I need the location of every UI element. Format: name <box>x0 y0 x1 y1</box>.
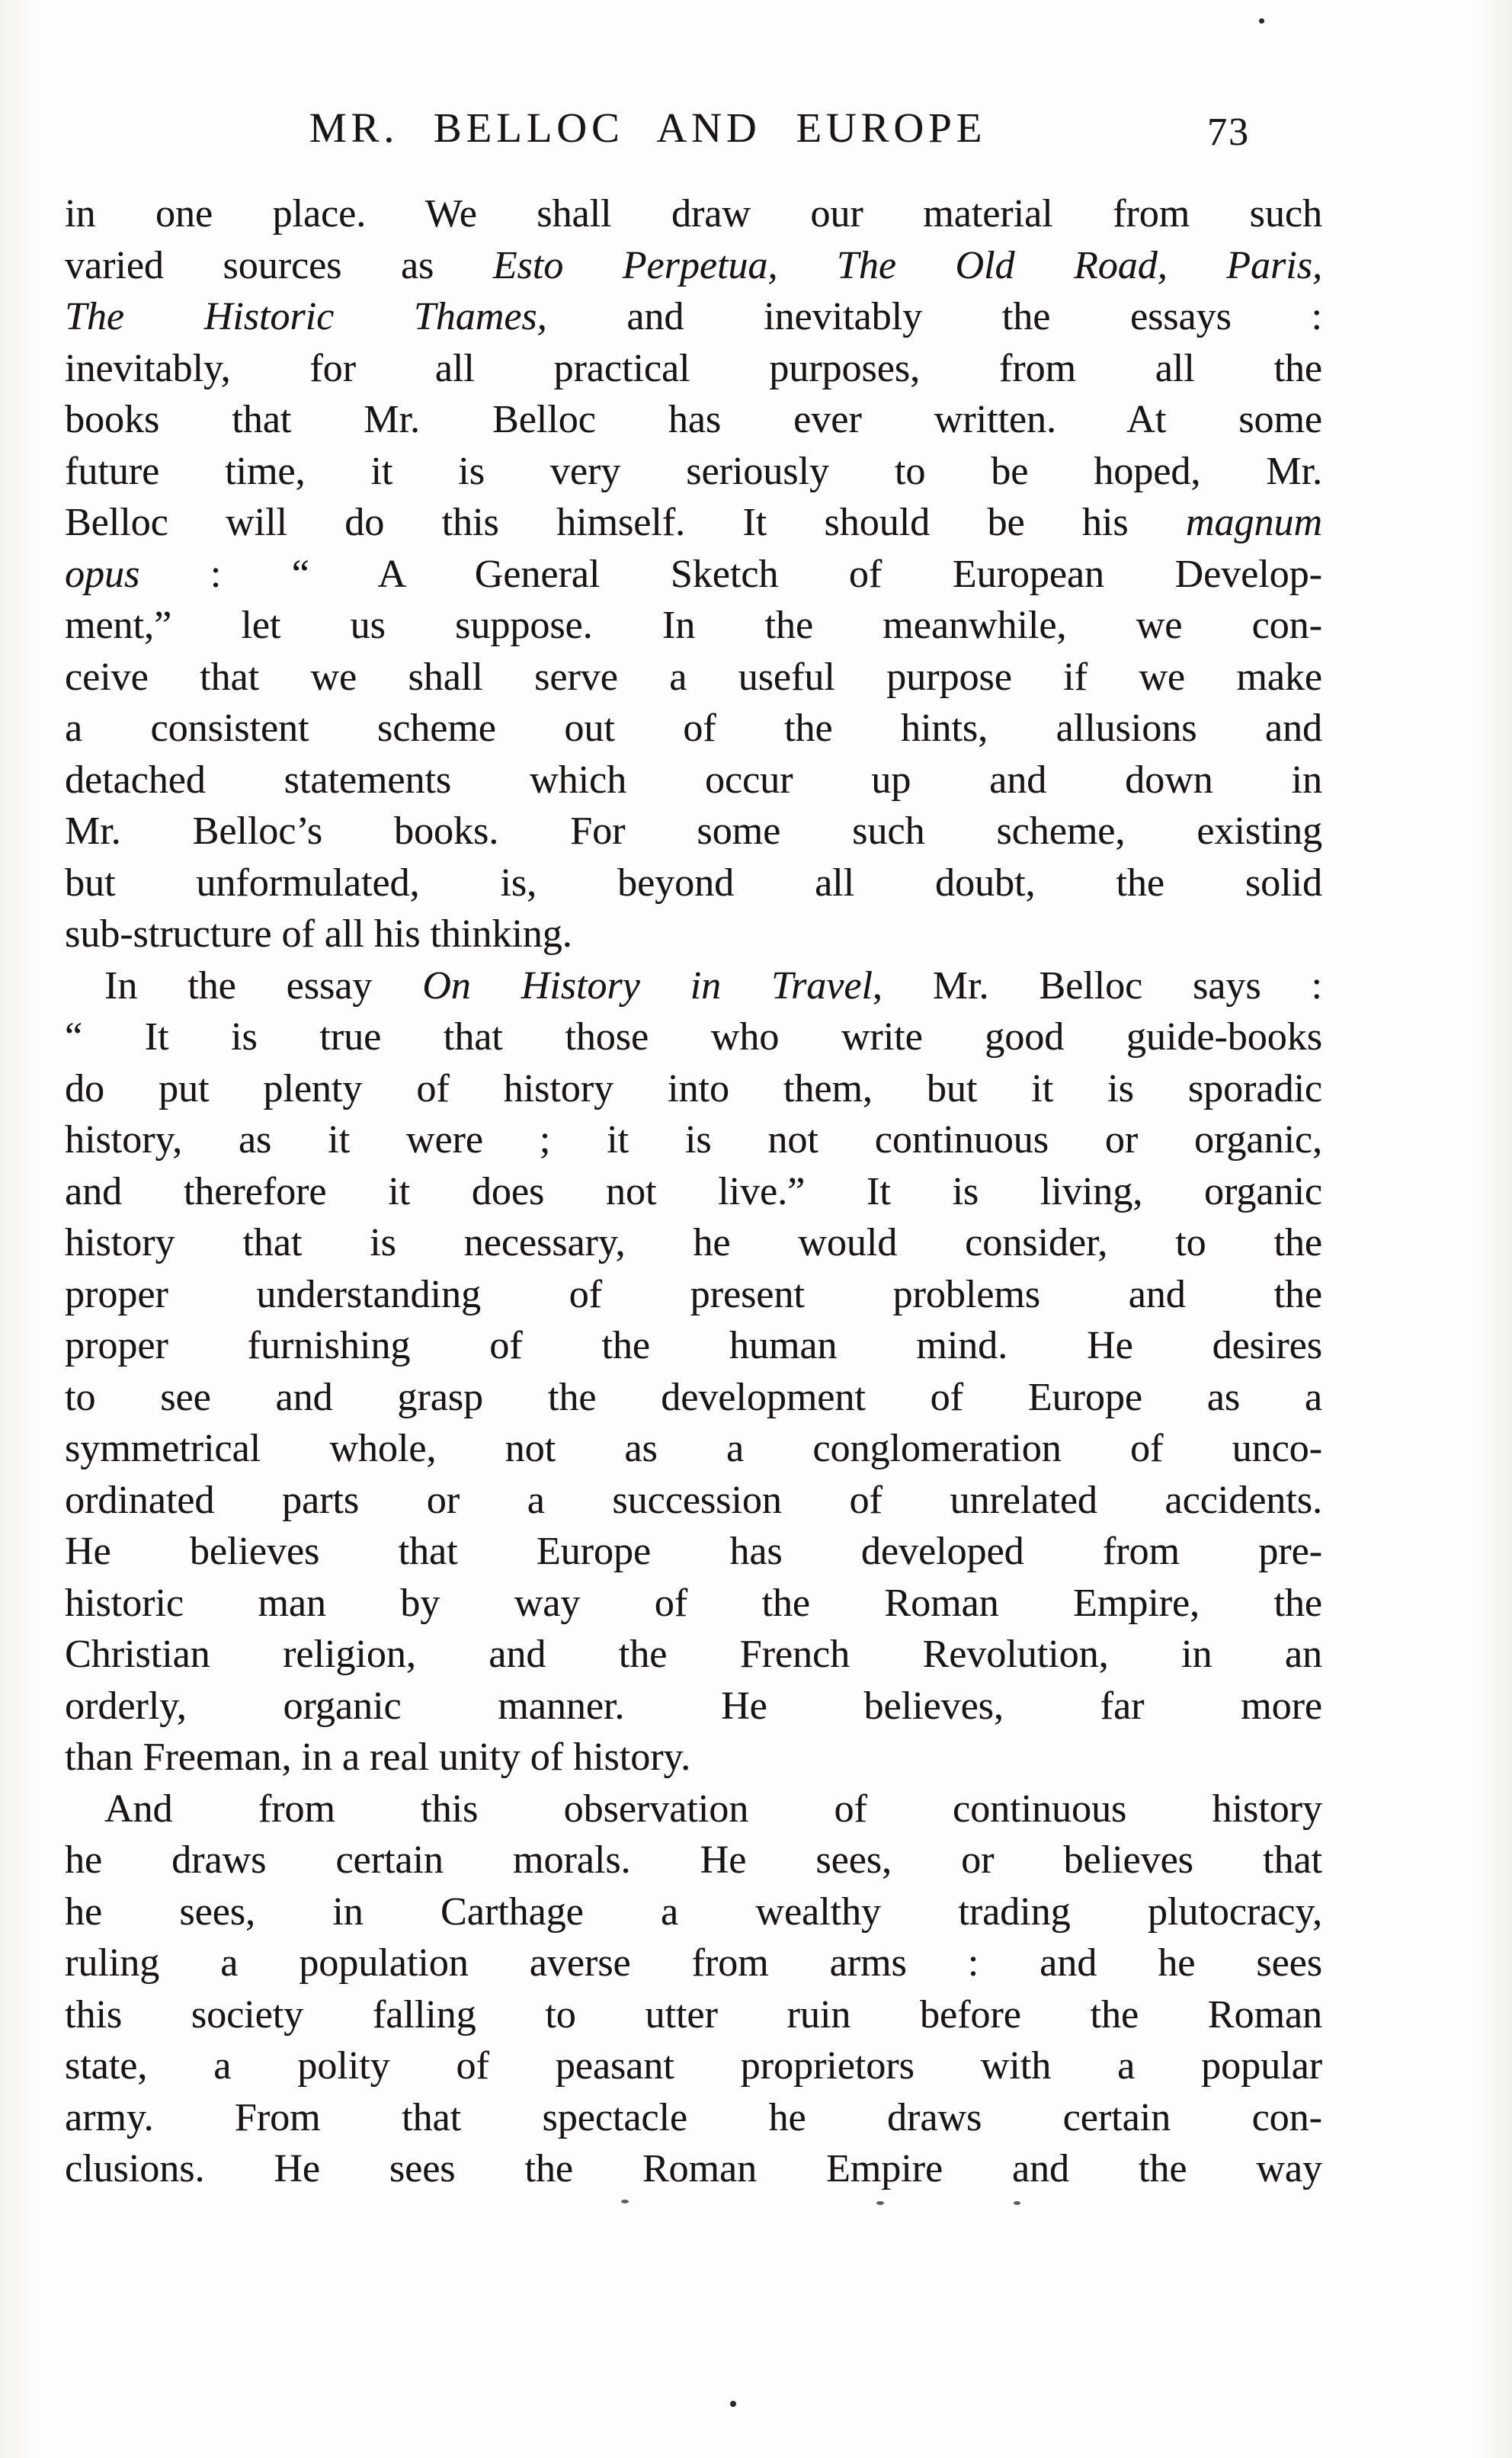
text-line: state, a polity of peasant proprietors with a popular <box>65 2044 1322 2088</box>
text-line: varied sources as Esto Perpetua, The Old Road, Paris, <box>65 243 1322 287</box>
paragraph <box>65 1783 1322 2195</box>
text-line: orderly, organic manner. He believes, far more <box>65 1684 1322 1728</box>
text-line: Belloc will do this himself. It should be his magnum <box>65 501 1322 544</box>
text-line: books that Mr. Belloc has ever written. At some <box>65 398 1322 441</box>
text-line: sub-structure of all his thinking. <box>65 912 572 956</box>
scan-artifact-dot <box>1259 18 1264 24</box>
text-line: In the essay On History in Travel, Mr. Belloc says : <box>104 963 1322 1008</box>
text-line: this society falling to utter ruin before the Roman <box>65 1992 1322 2037</box>
paragraph <box>65 188 1322 960</box>
text-line: The Historic Thames, and inevitably the essays : <box>65 295 1322 338</box>
text-line: opus : “ A General Sketch of European Develop- <box>65 552 1322 596</box>
text-line: than Freeman, in a real unity of history. <box>65 1735 691 1779</box>
text-line: And from this observation of continuous history <box>104 1787 1322 1831</box>
text-line: ceive that we shall serve a useful purpose if we make <box>65 655 1322 699</box>
text-line: history that is necessary, he would consider, to the <box>65 1221 1322 1264</box>
text-line: but unformulated, is, beyond all doubt, the solid <box>65 860 1322 905</box>
running-title: MR. BELLOC AND EUROPE <box>309 104 987 151</box>
text-line: He believes that Europe has developed from pre- <box>65 1530 1322 1573</box>
text-line: a consistent scheme out of the hints, allusions and <box>65 707 1322 750</box>
text-line: proper understanding of present problems and the <box>65 1272 1322 1316</box>
scan-artifact-dot <box>876 2201 884 2205</box>
text-line: ruling a population averse from arms : and he sees <box>65 1941 1322 1985</box>
text-line: “ It is true that those who write good guide-books <box>65 1015 1322 1059</box>
scan-artifact-dot <box>730 2401 736 2407</box>
page-number: 73 <box>1207 111 1250 154</box>
text-line: detached statements which occur up and down in <box>65 758 1322 802</box>
text-line: history, as it were ; it is not continuous or organic, <box>65 1118 1322 1162</box>
scan-artifact-dot <box>1014 2201 1020 2205</box>
text-line: do put plenty of history into them, but it is sporadic <box>65 1066 1322 1110</box>
text-line: symmetrical whole, not as a conglomeration of unco- <box>65 1427 1322 1470</box>
scan-artifact-dot <box>621 2200 629 2203</box>
running-header <box>65 104 1322 159</box>
text-line: Mr. Belloc’s books. For some such scheme, existing <box>65 809 1322 853</box>
text-line: proper furnishing of the human mind. He desires <box>65 1324 1322 1367</box>
text-line: he sees, in Carthage a wealthy trading plutocracy, <box>65 1889 1322 1934</box>
text-line: inevitably, for all practical purposes, from all the <box>65 346 1322 390</box>
text-line: army. From that spectacle he draws certain con- <box>65 2095 1322 2139</box>
text-line: future time, it is very seriously to be hoped, Mr. <box>65 449 1322 493</box>
text-line: in one place. We shall draw our material from such <box>65 192 1322 236</box>
paragraph <box>65 960 1322 1783</box>
text-line: to see and grasp the development of Europe as a <box>65 1375 1322 1419</box>
text-line: and therefore it does not live.” It is living, organic <box>65 1169 1322 1213</box>
text-line: clusions. He sees the Roman Empire and the way <box>65 2147 1322 2190</box>
page-body <box>65 188 1322 2195</box>
text-line: historic man by way of the Roman Empire, the <box>65 1581 1322 1625</box>
text-line: ordinated parts or a succession of unrelated accidents. <box>65 1478 1322 1522</box>
text-line: ment,” let us suppose. In the meanwhile, we con- <box>65 604 1322 647</box>
text-line: Christian religion, and the French Revolution, in an <box>65 1633 1322 1676</box>
text-line: he draws certain morals. He sees, or believes that <box>65 1838 1322 1882</box>
